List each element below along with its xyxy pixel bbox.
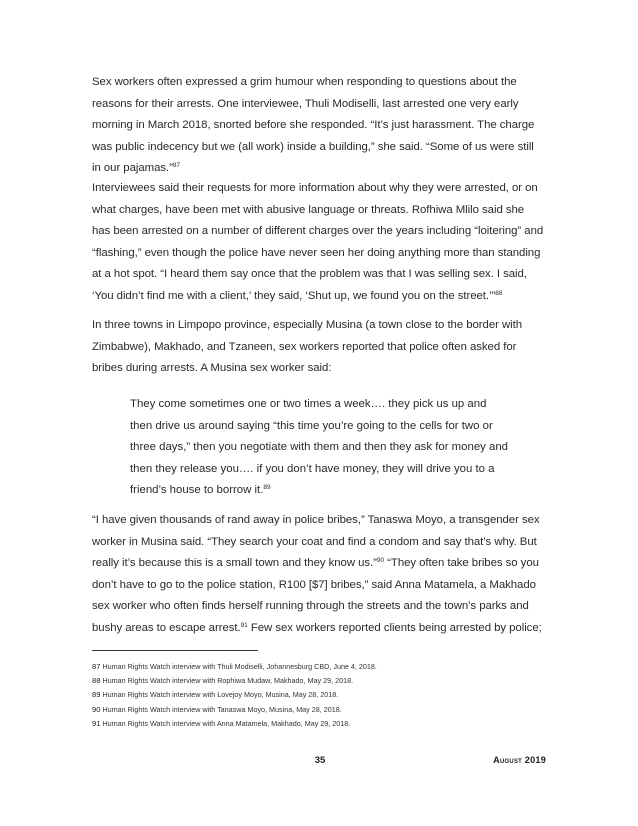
footnote-87 bbox=[92, 660, 552, 674]
footnote-number: 87 bbox=[92, 662, 101, 671]
block-quote-musina bbox=[130, 394, 510, 502]
paragraph-limpopo-bribes bbox=[92, 315, 544, 380]
footnote-divider bbox=[92, 650, 258, 651]
footnote-text: Human Rights Watch interview with Anna Matamela, Makhado, May 29, 2018. bbox=[102, 718, 351, 728]
footnote-number: 89 bbox=[92, 690, 101, 700]
footnote-text: Human Rights Watch interview with Tanaswa Moyo, Musina, May 28, 2018. bbox=[102, 704, 342, 714]
footnotes-list bbox=[92, 660, 552, 731]
footer-date: August 2019 bbox=[493, 755, 546, 765]
paragraph-text-b: “They often take bribes so you don’t have to go to the police station, R100 [$7] bribes,” said Anna Matamela, a Makhado sex worker who often finds herself running through the streets and the town’s parks and bushy areas to escape arrest. bbox=[92, 557, 539, 634]
paragraph-police-bribes bbox=[92, 510, 544, 640]
footnote-89 bbox=[92, 688, 552, 702]
footnote-number: 90 bbox=[92, 704, 101, 714]
footnote-text: Human Rights Watch interview with Thuli Modiselli, Johannesburg CBD, June 4, 2018. bbox=[102, 662, 377, 671]
quote-text: They come sometimes one or two times a week…. they pick us up and then drive us around saying “this time you’re going to the cells for two or three days,” then you negotiate with them and then they ask for money and then they release you…. if you don’t have money, they will drive you to a friend’s house to borrow it. bbox=[130, 398, 509, 497]
footnote-ref-87[interactable]: 87 bbox=[172, 162, 181, 170]
footnote-number: 88 bbox=[92, 676, 101, 686]
paragraph-text: Interviewees said their requests for more information about why they were arrested, or on what charges, have been met with abusive language or threats. Rofhiwa Mlilo said she has been arrested on a number of different charges over the years including “loitering” and “flashing,” even though the police have never seen her doing anything more than standing at a hot spot. “I heard them say once that the problem was that I was selling sex. I said, ‘You didn’t find me with a client,’ they said, ‘Shut up, we found you on the street.’” bbox=[92, 182, 544, 302]
footnote-ref-91[interactable]: 91 bbox=[240, 621, 248, 629]
footnote-text: Human Rights Watch interview with Lovejoy Moyo, Musina, May 28, 2018. bbox=[102, 690, 339, 700]
paragraph-text-c: Few sex workers reported clients being arrested by police; bbox=[247, 621, 542, 634]
paragraph-text: In three towns in Limpopo province, especially Musina (a town close to the border with Zimbabwe), Makhado, and Tzaneen, sex workers reported that police often asked for bribes during arrests. A Musina sex worker said: bbox=[92, 319, 523, 375]
paragraph-text-a: “I have given thousands of rand away in police bribes,” Tanaswa Moyo, a transgender sex worker in Musina said. “They search your coat and find a condom and say that’s why. But really it’s because this is a small town and they know us.” bbox=[92, 514, 540, 570]
footnote-ref-88[interactable]: 88 bbox=[495, 289, 503, 297]
footnote-88 bbox=[92, 674, 552, 688]
footnote-90 bbox=[92, 703, 552, 717]
footnote-ref-89[interactable]: 89 bbox=[263, 484, 271, 492]
paragraph-sex-workers-humour bbox=[92, 72, 544, 180]
paragraph-requests-info bbox=[92, 178, 544, 308]
footnote-ref-90[interactable]: 90 bbox=[376, 557, 385, 565]
footnote-text: Human Rights Watch interview with Rophiwa Mudaw, Makhado, May 29, 2018. bbox=[102, 676, 354, 686]
footnote-number: 91 bbox=[92, 718, 101, 728]
footnote-91 bbox=[92, 717, 552, 731]
page-number: 35 bbox=[314, 755, 326, 766]
paragraph-text: Sex workers often expressed a grim humour when responding to questions about the reasons for their arrests. One interviewee, Thuli Modiselli, last arrested one very early morning in March 2018, snorted before she responded. “It’s just harassment. The charge was public indecency but we (all work) inside a building,” she said. “Some of us were still in our pajamas.” bbox=[92, 76, 535, 175]
